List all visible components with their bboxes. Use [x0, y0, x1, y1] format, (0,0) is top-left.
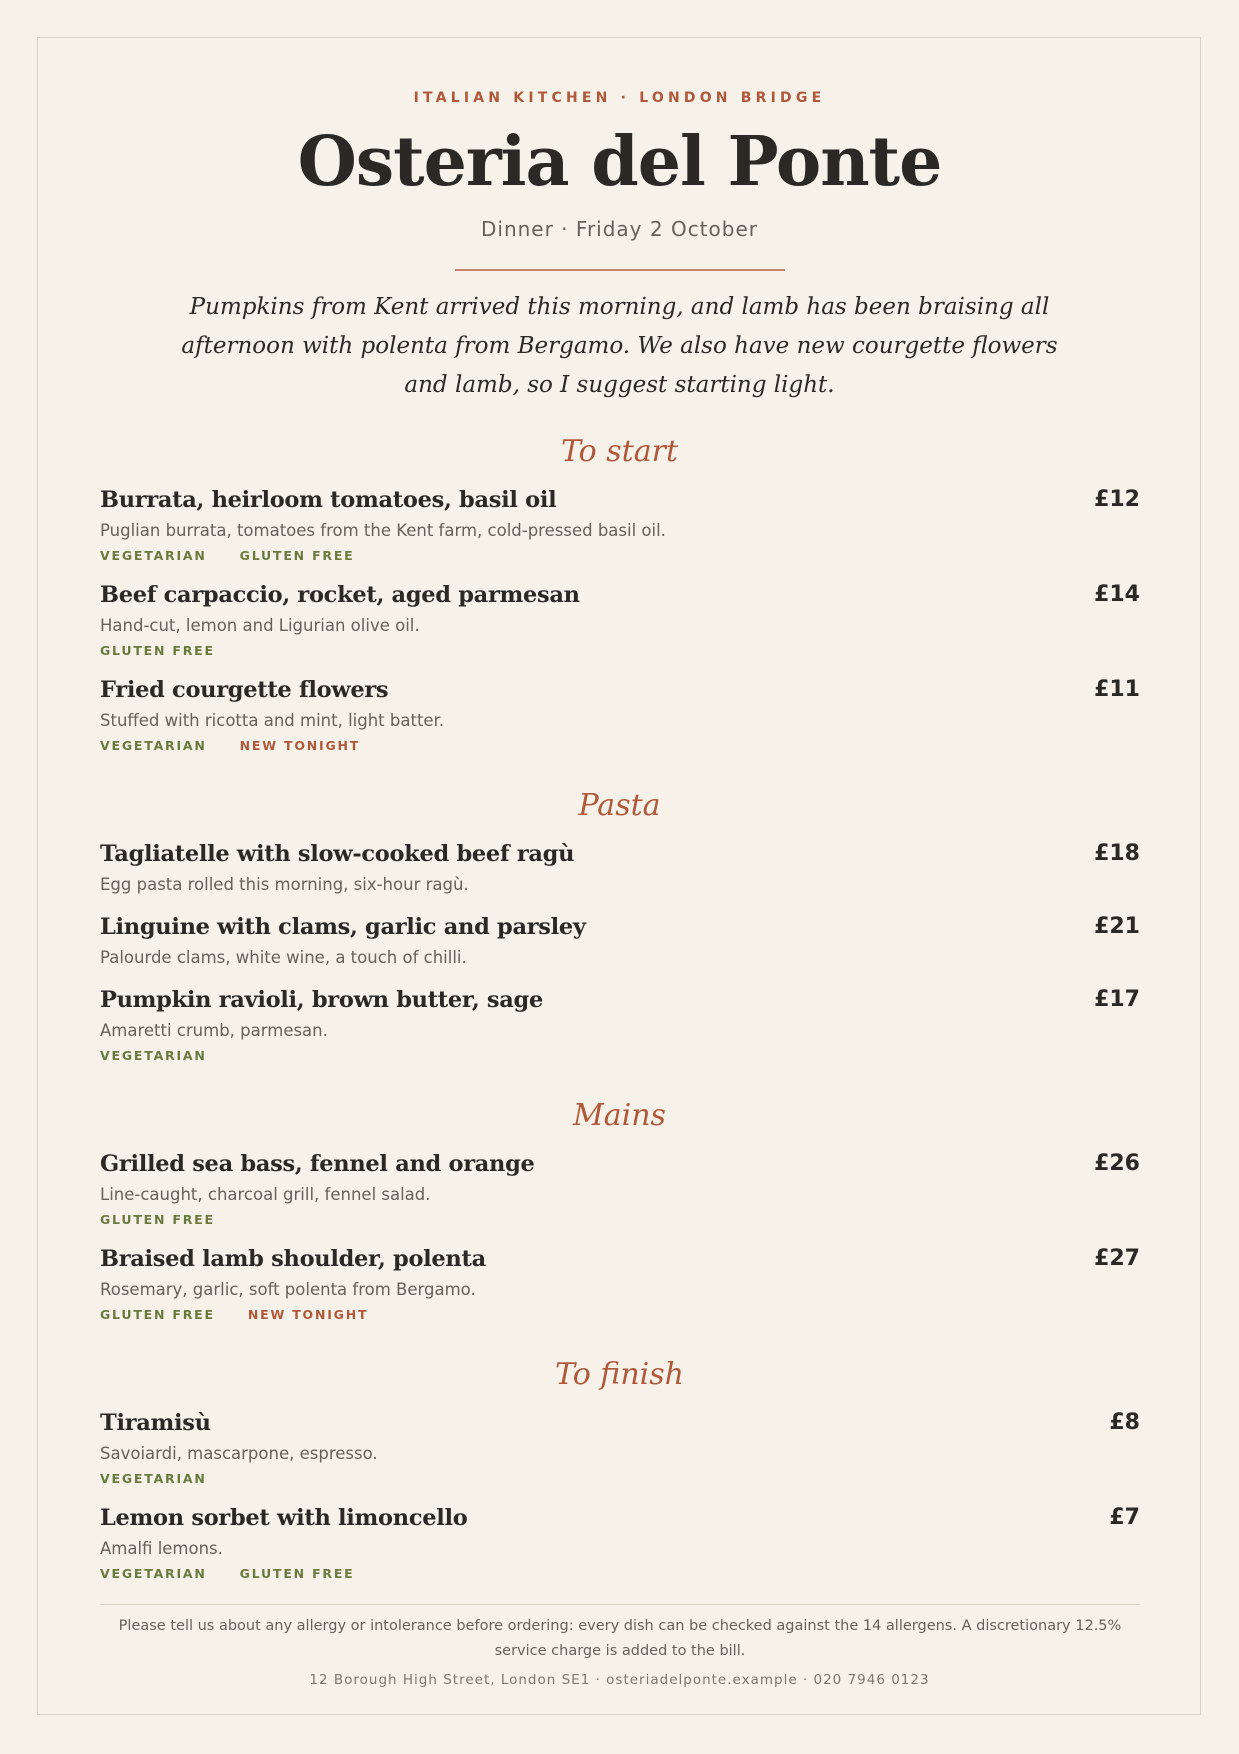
item-tags [100, 545, 388, 561]
item-tags [100, 1304, 401, 1320]
item-tags [100, 1209, 248, 1225]
item-description: Rosemary, garlic, soft polenta from Bergamo. [100, 1280, 476, 1299]
tag-vegetarian: VEGETARIAN [100, 1048, 207, 1063]
chef-intro: Pumpkins from Kent arrived this morning, and lamb has been braising all afternoon with polenta from Bergamo. We also have new courgette flowers and lamb, so I suggest starting light. [181, 294, 1058, 398]
item-price: £14 [1094, 582, 1140, 607]
footer-address: 12 Borough High Street, London SE1 · osteriadelponte.example · 020 7946 0123 [309, 1672, 930, 1688]
item-description: Stuffed with ricotta and mint, light batter. [100, 711, 445, 730]
tag-gluten-free: GLUTEN FREE [100, 643, 215, 658]
item-description: Hand-cut, lemon and Ligurian olive oil. [100, 616, 420, 635]
restaurant-title: Osteria del Ponte [297, 122, 942, 202]
item-name: Burrata, heirloom tomatoes, basil oil [100, 487, 557, 513]
restaurant-kicker: ITALIAN KITCHEN · LONDON BRIDGE [413, 90, 826, 106]
footer-divider [100, 1604, 1140, 1605]
tag-vegetarian: VEGETARIAN [100, 1471, 207, 1486]
allergen-note: Please tell us about any allergy or intolerance before ordering: every dish can be checked against the 14 allergens. A discretionary 12.5% service charge is added to the bill. [118, 1618, 1122, 1659]
item-name: Linguine with clams, garlic and parsley [100, 914, 586, 940]
item-price: £8 [1109, 1410, 1140, 1435]
tag-vegetarian: VEGETARIAN [100, 1566, 207, 1581]
item-price: £26 [1094, 1151, 1140, 1176]
item-price: £7 [1109, 1505, 1140, 1530]
item-name: Grilled sea bass, fennel and orange [100, 1151, 535, 1177]
item-description: Palourde clams, white wine, a touch of chilli. [100, 948, 467, 967]
item-tags [100, 640, 248, 656]
tag-new-tonight: NEW TONIGHT [239, 738, 361, 753]
item-tags [100, 1045, 240, 1061]
item-tags [100, 1563, 388, 1579]
item-tags [100, 735, 393, 751]
item-name: Beef carpaccio, rocket, aged parmesan [100, 582, 580, 608]
section-title-pasta: Pasta [578, 788, 661, 823]
tag-vegetarian: VEGETARIAN [100, 738, 207, 753]
section-title-mains: Mains [573, 1098, 666, 1133]
item-name: Braised lamb shoulder, polenta [100, 1246, 486, 1272]
item-description: Line-caught, charcoal grill, fennel salad. [100, 1185, 431, 1204]
section-title-to-start: To start [560, 434, 678, 469]
item-price: £18 [1094, 841, 1140, 866]
item-price: £27 [1094, 1246, 1140, 1271]
tag-gluten-free: GLUTEN FREE [239, 1566, 355, 1581]
item-price: £11 [1094, 677, 1140, 702]
tag-gluten-free: GLUTEN FREE [100, 1307, 215, 1322]
item-name: Tagliatelle with slow-cooked beef ragù [100, 841, 575, 867]
item-name: Tiramisù [100, 1410, 211, 1436]
item-description: Egg pasta rolled this morning, six-hour ragù. [100, 875, 469, 894]
item-name: Pumpkin ravioli, brown butter, sage [100, 987, 543, 1013]
item-name: Lemon sorbet with limoncello [100, 1505, 468, 1531]
title-divider [455, 269, 785, 271]
item-description: Amaretti crumb, parmesan. [100, 1021, 328, 1040]
item-price: £21 [1094, 914, 1140, 939]
item-description: Savoiardi, mascarpone, espresso. [100, 1444, 378, 1463]
tag-gluten-free: GLUTEN FREE [239, 548, 355, 563]
tag-gluten-free: GLUTEN FREE [100, 1212, 215, 1227]
item-price: £12 [1094, 487, 1140, 512]
item-description: Puglian burrata, tomatoes from the Kent farm, cold-pressed basil oil. [100, 521, 666, 540]
section-title-to-finish: To finish [555, 1357, 684, 1392]
item-description: Amalfi lemons. [100, 1539, 223, 1558]
tag-new-tonight: NEW TONIGHT [247, 1307, 369, 1322]
item-name: Fried courgette flowers [100, 677, 389, 703]
item-tags [100, 1468, 240, 1484]
menu-subtitle: Dinner · Friday 2 October [480, 217, 758, 241]
item-price: £17 [1094, 987, 1140, 1012]
tag-vegetarian: VEGETARIAN [100, 548, 207, 563]
